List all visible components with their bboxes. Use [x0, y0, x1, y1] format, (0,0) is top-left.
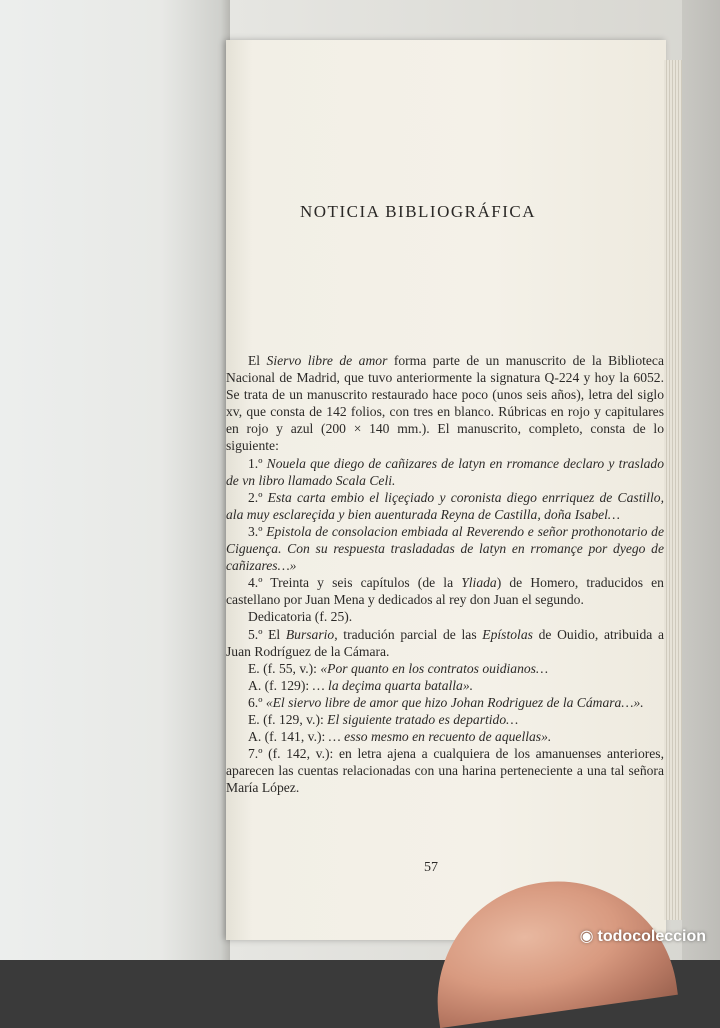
left-page [0, 0, 230, 960]
list-item-5: 5.º El Bursario, tradución parcial de las Epístolas de Ouidio, atribuida a Juan Rodríguez de la Cámara. [226, 626, 664, 659]
page-number: 57 [424, 860, 438, 875]
item-5-incipit: E. (f. 55, v.): «Por quanto en los contratos ouidianos… [248, 660, 549, 676]
intro-paragraph: El Siervo libre de amor forma parte de un manuscrito de la Biblioteca Nacional de Madrid, que tuvo anteriormente la signatura Q-224 y hoy la 6052. Se trata de un manuscrito restaurado hace poco (unos seis años), letra del siglo xv, que consta de 142 folios, con tres en blanco. Rúbricas en rojo y capitulares en rojo y azul (200 × 140 mm.). El manuscrito, completo, consta de lo siguiente: [226, 353, 664, 454]
bubble-icon: ◉ [579, 928, 594, 945]
item-6-incipit: E. (f. 129, v.): El siguiente tratado es departido… [248, 711, 519, 727]
list-item-6: 6.º «El siervo libre de amor que hizo Johan Rodriguez de la Cámara…». [248, 694, 644, 710]
item-6-explicit: A. (f. 141, v.): … esso mesmo en recuento de aquellas». [248, 729, 552, 745]
dedicatoria-line: Dedicatoria (f. 25). [248, 609, 353, 625]
list-item-7: 7.º (f. 142, v.): en letra ajena a cualquiera de los amanuenses anteriores, aparecen las cuentas relacionadas con una harina perteneciente a una tal señora María López. [226, 746, 664, 796]
table-surface [682, 0, 720, 960]
page-edges [664, 60, 682, 920]
page-body [226, 352, 664, 796]
list-item-1: 1.º Nouela que diego de cañizares de latyn en rromance declaro y traslado de vn libro llamado Scala Celi. [226, 455, 664, 488]
watermark: ◉ todocoleccion [579, 928, 706, 945]
list-item-4: 4.º Treinta y seis capítulos (de la Yliada) de Homero, traducidos en castellano por Juan Mena y dedicados al rey don Juan el segundo. [226, 575, 664, 608]
page-title: NOTICIA BIBLIOGRÁFICA [300, 202, 536, 221]
list-item-2: 2.º Esta carta embio el liçeçiado y coronista diego enrriquez de Castillo, ala muy esclareçida y bien auenturada Reyna de Castilla, doña Isabel… [226, 489, 664, 522]
list-item-3: 3.º Epistola de consolacion embiada al Reverendo e señor prothonotario de Ciguença. Con su respuesta trasladadas de latyn en rromançe por dyego de cañizares…» [226, 523, 664, 574]
item-5-explicit: A. (f. 129): … la deçima quarta batalla». [248, 677, 474, 693]
